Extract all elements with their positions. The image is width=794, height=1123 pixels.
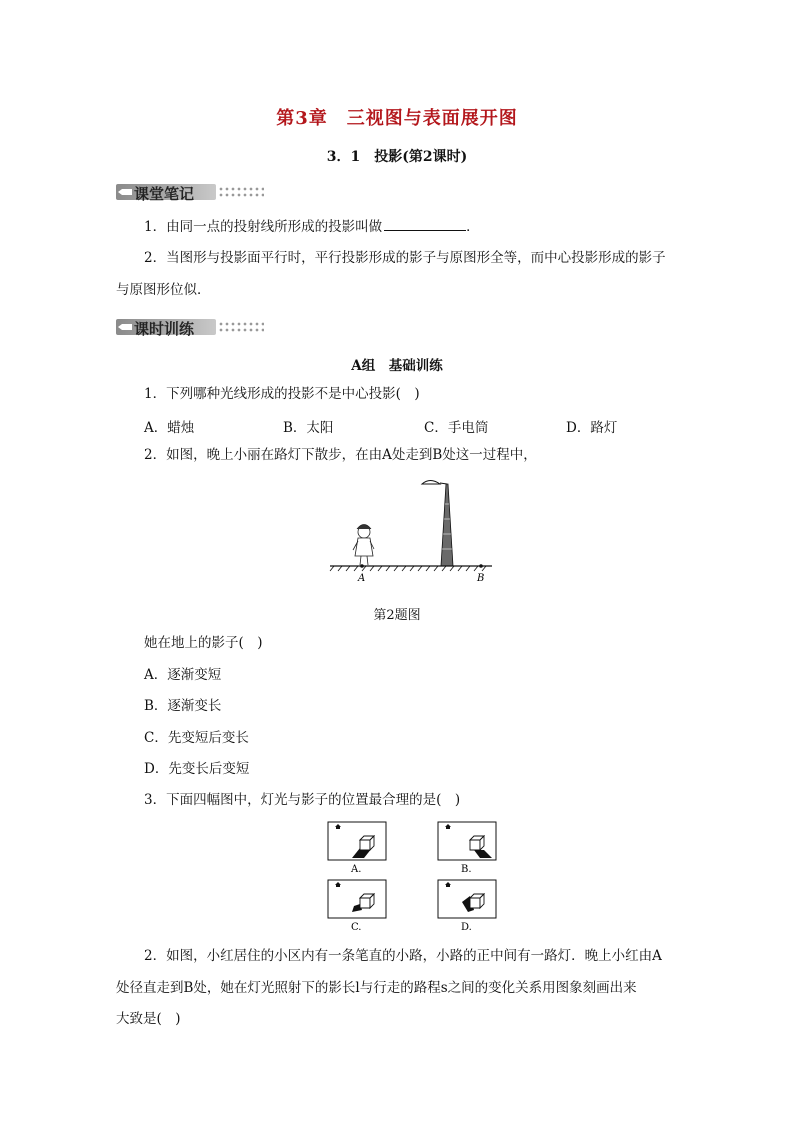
q1-option-a: A．蜡烛 <box>144 420 195 436</box>
panel-b-label: B. <box>461 864 472 875</box>
note-1 <box>144 218 480 236</box>
answer-blank[interactable] <box>384 218 466 231</box>
q2-option-c: C．先变短后变长 <box>144 730 249 746</box>
panel-a <box>328 822 386 875</box>
note-2: 2．当图形与投影面平行时，平行投影形成的影子与原图形全等，而中心投影形成的影子 <box>144 250 666 266</box>
q1-stem: 1．下列哪种光线形成的投影不是中心投影( ) <box>144 386 420 402</box>
group-title: A组 基础训练 <box>351 358 443 374</box>
panel-d <box>438 880 496 933</box>
banner-notes-label: 课堂笔记 <box>134 185 195 203</box>
banner-dots <box>218 321 264 333</box>
point-a-label: A <box>358 573 366 584</box>
q4-line-1: 2．如图，小红居住的小区内有一条笔直的小路，小路的正中间有一路灯．晚上小红由A <box>144 948 662 964</box>
q3-figure <box>324 818 500 936</box>
pencil-icon <box>118 323 132 331</box>
girl-figure <box>353 525 374 566</box>
q4-line-2: 处径直走到B处，她在灯光照射下的影长l与行走的路程s之间的变化关系用图象刻画出来 <box>116 980 637 996</box>
note-2-cont: 与原图形位似． <box>116 282 211 298</box>
q4-line-3: 大致是( ) <box>116 1011 181 1027</box>
point-b-label: B <box>477 573 485 584</box>
panel-a-label: A. <box>351 864 362 875</box>
note-1-end: ． <box>466 219 480 235</box>
q2-option-a: A．逐渐变短 <box>144 667 222 683</box>
panel-c-label: C. <box>351 922 362 933</box>
q2-option-b: B．逐渐变长 <box>144 698 222 714</box>
banner-dots <box>218 186 264 198</box>
q2-figure <box>326 474 496 588</box>
q2-stem: 2．如图，晚上小丽在路灯下散步，在由A处走到B处这一过程中， <box>144 447 537 463</box>
q2-option-d: D．先变长后变短 <box>144 761 250 777</box>
panel-c <box>328 880 386 933</box>
panel-d-label: D. <box>461 922 472 933</box>
lamp-icon <box>422 481 440 485</box>
q2-figure-caption: 第2题图 <box>373 608 421 623</box>
q3-stem: 3．下面四幅图中，灯光与影子的位置最合理的是( ) <box>144 792 461 808</box>
section-title: 3．1 投影(第2课时) <box>326 149 468 165</box>
note-1-text: 1．由同一点的投射线所形成的投影叫做 <box>144 219 383 235</box>
panel-b <box>438 822 496 875</box>
pencil-icon <box>118 188 132 196</box>
banner-notes <box>116 180 266 204</box>
chapter-title: 第3章 三视图与表面展开图 <box>276 108 518 129</box>
q1-option-c: C．手电筒 <box>424 420 489 436</box>
banner-training <box>116 315 266 339</box>
banner-training-label: 课时训练 <box>134 320 195 338</box>
lamp-pole <box>441 484 453 566</box>
q1-option-d: D．路灯 <box>566 420 618 436</box>
q2-stem2: 她在地上的影子( ) <box>144 635 263 651</box>
q1-option-b: B．太阳 <box>283 420 334 436</box>
